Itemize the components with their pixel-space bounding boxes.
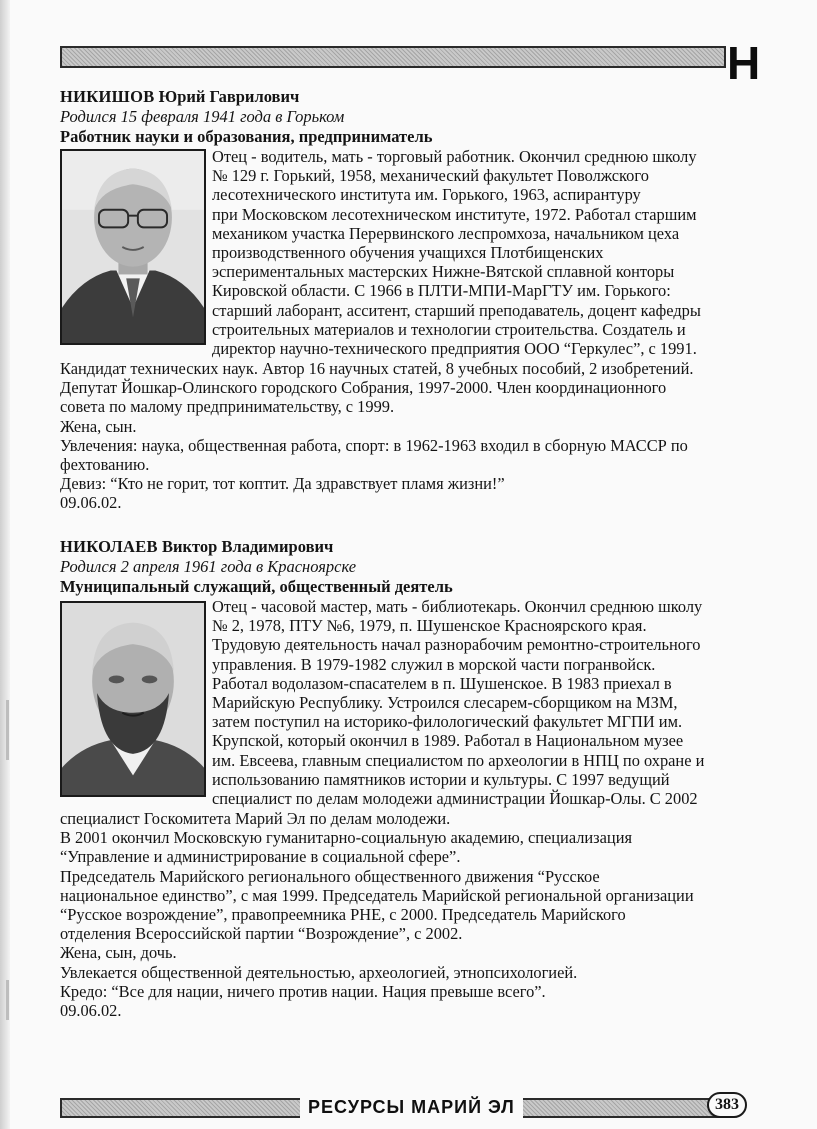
entry-birth-info: Родился 2 апреля 1961 года в Красноярске <box>60 557 357 576</box>
text-line: фехтованию. <box>60 455 150 475</box>
text-line: национальное единство”, с мая 1999. Председатель Марийской региональной организации <box>60 885 694 905</box>
text-line: старший лаборант, асситент, старший преподаватель, доцент кафедры <box>212 300 701 320</box>
text-line: специалист Госкомитета Марий Эл по делам молодежи. <box>60 809 451 828</box>
text-line: при Московском лесотехническом институте, 1972. Работал старшим <box>212 204 697 224</box>
portrait-image <box>62 603 204 795</box>
text-line: “Русское возрождение”, правопреемника РНЕ, с 2000. Председатель Марийского <box>60 905 626 925</box>
text-line: Жена, сын, дочь. <box>60 943 177 963</box>
portrait-photo <box>60 149 206 345</box>
entry-full-text <box>60 359 770 513</box>
page-edge-shadow <box>0 0 10 1129</box>
entry-name <box>60 87 770 107</box>
text-line: затем поступил на историко-филологический факультет МГПИ им. <box>212 712 683 732</box>
text-line: 09.06.02. <box>60 493 122 513</box>
text-line: Кировской области. С 1966 в ПЛТИ-МПИ-МарГТУ им. Горького: <box>212 281 671 301</box>
text-line: Отец - водитель, мать - торговый работник. Окончил среднюю школу <box>212 147 697 166</box>
biography-entry <box>60 87 770 527</box>
text-line: им. Евсеева, главным специалистом по археологии в НПЦ по охране и <box>212 750 705 770</box>
text-line: Девиз: “Кто не горит, тот коптит. Да здравствует пламя жизни!” <box>60 474 505 494</box>
text-line: Крупской, который окончил в 1989. Работал в Национальном музее <box>212 731 684 751</box>
text-line: управления. В 1979-1982 служил в морской части погранвойск. <box>212 654 656 674</box>
text-line: Кандидат технических наук. Автор 16 научных статей, 8 учебных пособий, 2 изобретений. <box>60 359 694 378</box>
entry-birth-info: Родился 15 февраля 1941 года в Горьком <box>60 107 345 126</box>
page-number: 383 <box>707 1092 747 1118</box>
text-line: В 2001 окончил Московскую гуманитарно-социальную академию, специализация <box>60 828 633 848</box>
text-line: отделения Всероссийской партии “Возрождение”, с 2002. <box>60 924 463 944</box>
text-line: производственного обучения учащихся Плотбищенских <box>212 243 604 263</box>
text-line: механиком участка Перервинского леспромхоза, начальником цеха <box>212 223 680 243</box>
text-line: Депутат Йошкар-Олинского городского Собрания, 1997-2000. Член координационного <box>60 378 667 398</box>
text-line: 09.06.02. <box>60 1001 122 1021</box>
text-line: лесотехнического института им. Горького, 1963, аспирантуру <box>212 185 641 205</box>
entry-wrapped-text <box>212 597 768 808</box>
biography-entry <box>60 537 770 1037</box>
entry-full-text <box>60 809 770 1020</box>
text-line: Отец - часовой мастер, мать - библиотекарь. Окончил среднюю школу <box>212 597 703 616</box>
text-line: Кредо: “Все для нации, ничего против нации. Нация превыше всего”. <box>60 981 546 1001</box>
text-line: эспериментальных мастерских Нижне-Вятской сплавной конторы <box>212 262 675 282</box>
text-line: Увлекается общественной деятельностью, археологией, этнопсихологией. <box>60 962 578 982</box>
entry-occupation: Работник науки и образования, предприниматель <box>60 127 433 146</box>
entry-wrapped-text <box>212 147 768 358</box>
footer-book-title: РЕСУРСЫ МАРИЙ ЭЛ <box>300 1095 523 1119</box>
entry-name <box>60 537 770 557</box>
text-line: Председатель Марийского регионального общественного движения “Русское <box>60 866 600 886</box>
scan-margin-mark <box>6 980 9 1020</box>
text-line: Жена, сын. <box>60 416 137 436</box>
text-line: Марийскую Республику. Устроился слесарем-сборщиком на МЗМ, <box>212 693 678 713</box>
portrait-image <box>62 151 204 343</box>
entry-occupation: Муниципальный служащий, общественный деятель <box>60 577 453 596</box>
text-line: Увлечения: наука, общественная работа, спорт: в 1962-1963 входил в сборную МАССР по <box>60 435 688 455</box>
entry-given-names: Виктор Владимирович <box>161 537 334 556</box>
portrait-photo <box>60 601 206 797</box>
entry-surname: НИКОЛАЕВ <box>60 537 158 556</box>
entry-given-names: Юрий Гаврилович <box>158 87 300 106</box>
text-line: № 129 г. Горький, 1958, механический факультет Поволжского <box>212 166 649 186</box>
text-line: директор научно-технического предприятия ООО “Геркулес”, с 1991. <box>212 339 697 359</box>
text-line: специалист по делам молодежи администрации Йошкар-Олы. С 2002 <box>212 789 698 809</box>
scan-margin-mark <box>6 700 9 760</box>
text-line: Работал водолазом-спасателем в п. Шушенское. В 1983 приехал в <box>212 673 672 693</box>
text-line: № 2, 1978, ПТУ №6, 1979, п. Шушенское Красноярского края. <box>212 616 647 636</box>
header-band <box>60 46 726 68</box>
text-line: Трудовую деятельность начал разнорабочим ремонтно-строительного <box>212 635 701 655</box>
text-line: использованию памятников истории и культуры. С 1997 ведущий <box>212 769 670 789</box>
text-line: строительных материалов и технологии строительства. Создатель и <box>212 319 686 339</box>
entry-surname: НИКИШОВ <box>60 87 155 106</box>
text-line: совета по малому предпринимательству, с 1999. <box>60 397 395 417</box>
text-line: “Управление и администрирование в социальной сфере”. <box>60 847 461 867</box>
section-letter: Н <box>727 37 761 89</box>
